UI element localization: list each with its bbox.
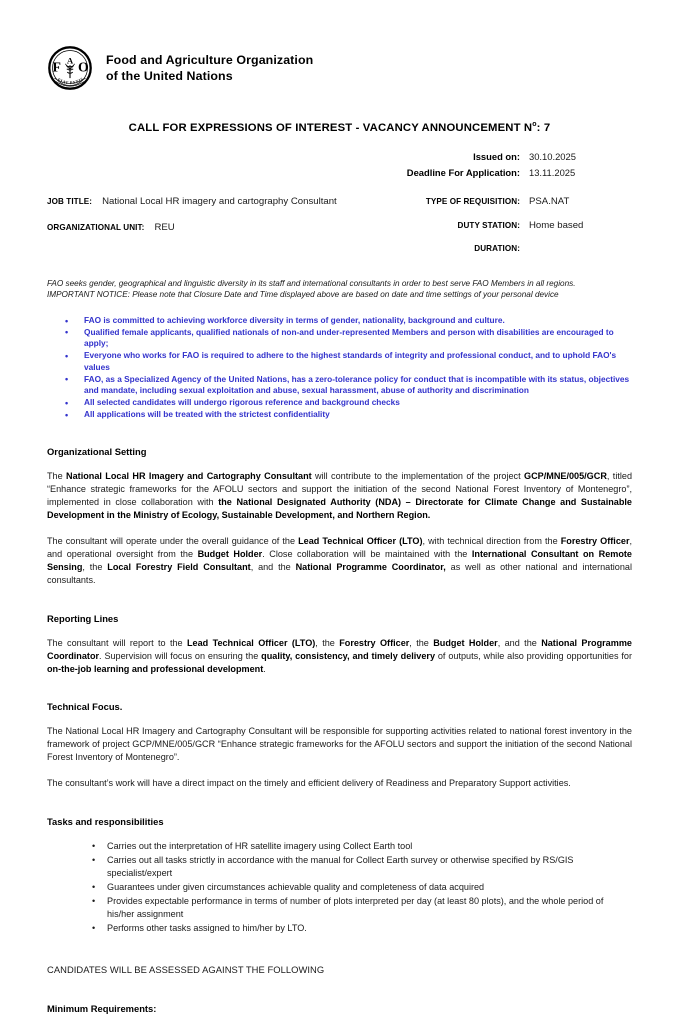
svg-text:FIAT PANIS: FIAT PANIS [56, 76, 85, 86]
text-fragment-bold: Budget Holder [197, 549, 263, 560]
job-meta-right-column [372, 196, 632, 266]
type-of-requisition-value: PSA.NAT [529, 195, 570, 207]
text-fragment: , and the [497, 637, 542, 648]
text-fragment-bold: quality, consistency, and timely delivery [261, 650, 436, 661]
organizational-setting-paragraph-2 [47, 535, 632, 587]
policy-bullet-list [47, 315, 632, 420]
type-of-requisition-row [372, 196, 632, 207]
list-item: • Performs other tasks assigned to him/her by LTO. [47, 922, 632, 935]
text-fragment-bold: National Programme Coordinator, [295, 561, 446, 572]
diversity-notice-line2: IMPORTANT NOTICE: Please note that Closure Date and Time displayed above are based on date and time settings of your personal device [47, 290, 559, 300]
organizational-unit-row [47, 222, 372, 235]
page-title-number: : 7 [536, 121, 551, 134]
technical-focus-paragraph-2: The consultant’s work will have a direct impact on the timely and efficient delivery of Readiness and Preparatory Support activities. [47, 778, 571, 789]
text-fragment: will contribute to the implementation of the project [311, 471, 525, 482]
job-title-label: JOB TITLE: [47, 196, 93, 206]
page-title-ordinal: o [532, 121, 537, 128]
diversity-notice-line1: FAO seeks gender, geographical and linguistic diversity in its staff and international consultants in order to best serve FAO Members in all regions. [47, 278, 576, 288]
text-fragment: , the [315, 637, 340, 648]
text-fragment: . Close collaboration will be maintained with the [262, 549, 472, 560]
list-item: • Qualified female applicants, qualified nationals of non-and under-represented Members and person with disabilities are encouraged to apply; [47, 327, 632, 350]
duration-label: DURATION: [474, 243, 520, 253]
job-title-value: National Local HR imagery and cartography Consultant [102, 195, 337, 207]
svg-text:O: O [77, 59, 89, 75]
fao-emblem-icon [47, 45, 93, 91]
text-fragment: , the [409, 637, 434, 648]
text-fragment-bold: the National Designated Authority (NDA) – Directorate for Climate Change and Sustainable Development in the Ministry of Ecology, Sustainable Development, and Northern Region. [47, 497, 632, 521]
deadline-value: 13.11.2025 [529, 166, 576, 178]
text-fragment: of outputs, while also providing opportunities for [435, 650, 632, 661]
list-item: • Provides expectable performance in terms of number of plots interpreted per day (at least 80 plots), and the whole period of his/her assignment [47, 895, 632, 920]
text-fragment: The consultant will operate under the overall guidance of the [47, 536, 299, 547]
organizational-unit-label: ORGANIZATIONAL UNIT: [47, 222, 145, 232]
issued-on-value: 30.10.2025 [529, 150, 576, 162]
text-fragment-bold: Forestry Officer [339, 637, 410, 648]
duty-station-row [372, 220, 632, 231]
text-fragment-bold: International Consultant on Remote Sensing [47, 549, 632, 572]
page-title-text: CALL FOR EXPRESSIONS OF INTEREST - VACANCY ANNOUNCEMENT N [128, 121, 533, 134]
org-name-line1: Food and Agriculture Organization [106, 52, 314, 67]
org-name-line2: of the United Nations [106, 69, 233, 83]
date-block [47, 151, 632, 178]
svg-text:A: A [66, 55, 74, 66]
text-fragment: . [263, 663, 266, 674]
text-fragment-bold: GCP/MNE/005/GCR [524, 471, 607, 482]
job-meta-block [47, 196, 632, 266]
technical-focus-paragraph-1: The National Local HR Imagery and Cartography Consultant will be responsible for supporting activities related to national forest inventory in the framework of project GCP/MNE/005/GCR “Enhance strategic frameworks for the AFOLU sectors and support the initiation of the second National Forest Inventory of Montenegro”. [47, 726, 632, 763]
list-item: • All selected candidates will undergo rigorous reference and background checks [47, 397, 632, 408]
deadline-label: Deadline For Application: [406, 166, 520, 178]
text-fragment-bold: on-the-job learning and professional development [47, 663, 264, 674]
diversity-notice [47, 278, 632, 301]
text-fragment: , with technical direction from the [422, 536, 561, 547]
organization-name [106, 52, 313, 85]
page-title [47, 121, 632, 134]
duty-station-label: DUTY STATION: [457, 220, 520, 230]
text-fragment-bold: National Local HR Imagery and Cartography Consultant [66, 471, 312, 482]
text-fragment: The consultant will report to the [47, 637, 187, 648]
list-item: • Carries out the interpretation of HR satellite imagery using Collect Earth tool [47, 840, 632, 853]
issued-on-label: Issued on: [473, 150, 520, 162]
list-item: • FAO is committed to achieving workforce diversity in terms of gender, nationality, background and culture. [47, 315, 632, 326]
text-fragment: , the [82, 561, 108, 572]
tasks-list [47, 840, 632, 935]
minimum-requirements-heading: Minimum Requirements: [47, 1003, 157, 1014]
text-fragment: , and operational oversight from the [47, 536, 633, 560]
technical-focus-heading: Technical Focus. [47, 701, 123, 713]
list-item: • Guarantees under given circumstances achievable quality and completeness of data acquired [47, 881, 632, 894]
svg-text:F: F [52, 59, 61, 75]
text-fragment-bold: Lead Technical Officer (LTO) [186, 637, 316, 648]
text-fragment-bold: Lead Technical Officer (LTO) [298, 536, 423, 547]
text-fragment-bold: Local Forestry Field Consultant [107, 561, 251, 572]
organizational-setting-paragraph-1 [47, 470, 632, 522]
list-item: • Carries out all tasks strictly in accordance with the manual for Collect Earth survey or otherwise specified by RS/GIS specialist/expert [47, 854, 632, 879]
text-fragment-bold: National Programme Coordinator [47, 637, 632, 661]
text-fragment: as well as other national and international consultants. [47, 561, 632, 585]
assessment-statement: CANDIDATES WILL BE ASSESSED AGAINST THE FOLLOWING [47, 964, 325, 976]
text-fragment-bold: Forestry Officer [560, 536, 630, 547]
text-fragment: The [47, 471, 67, 482]
text-fragment-bold: Budget Holder [433, 637, 498, 648]
organizational-unit-value: REU [154, 221, 175, 233]
text-fragment: , and the [250, 561, 296, 572]
type-of-requisition-label: TYPE OF REQUISITION: [425, 196, 520, 206]
tasks-heading: Tasks and responsibilities [47, 816, 164, 828]
deadline-row [47, 167, 632, 178]
reporting-lines-heading: Reporting Lines [47, 612, 119, 624]
text-fragment: . Supervision will focus on ensuring the [99, 650, 262, 661]
reporting-lines-paragraph [47, 637, 632, 676]
duration-row [372, 244, 632, 253]
list-item: • All applications will be treated with the strictest confidentiality [47, 409, 632, 420]
list-item: • Everyone who works for FAO is required to adhere to the highest standards of integrity and professional conduct, and to uphold FAO's values [47, 350, 632, 373]
document-header [47, 0, 632, 91]
issued-on-row [47, 151, 632, 162]
job-meta-left-column [47, 196, 372, 266]
job-title-row [47, 196, 372, 209]
text-fragment: , titled “Enhance strategic frameworks for the AFOLU sectors and support the initiation of the second National Forest Inventory of Montenegro”, implemented in close collaboration with [47, 471, 633, 508]
organizational-setting-heading: Organizational Setting [47, 446, 147, 458]
duty-station-value: Home based [529, 219, 584, 231]
list-item: • FAO, as a Specialized Agency of the United Nations, has a zero-tolerance policy for conduct that is incompatible with its status, objectives and mandate, including sexual exploitation and abuse, sexual harassment, abuse of authority and discrimination [47, 374, 632, 397]
